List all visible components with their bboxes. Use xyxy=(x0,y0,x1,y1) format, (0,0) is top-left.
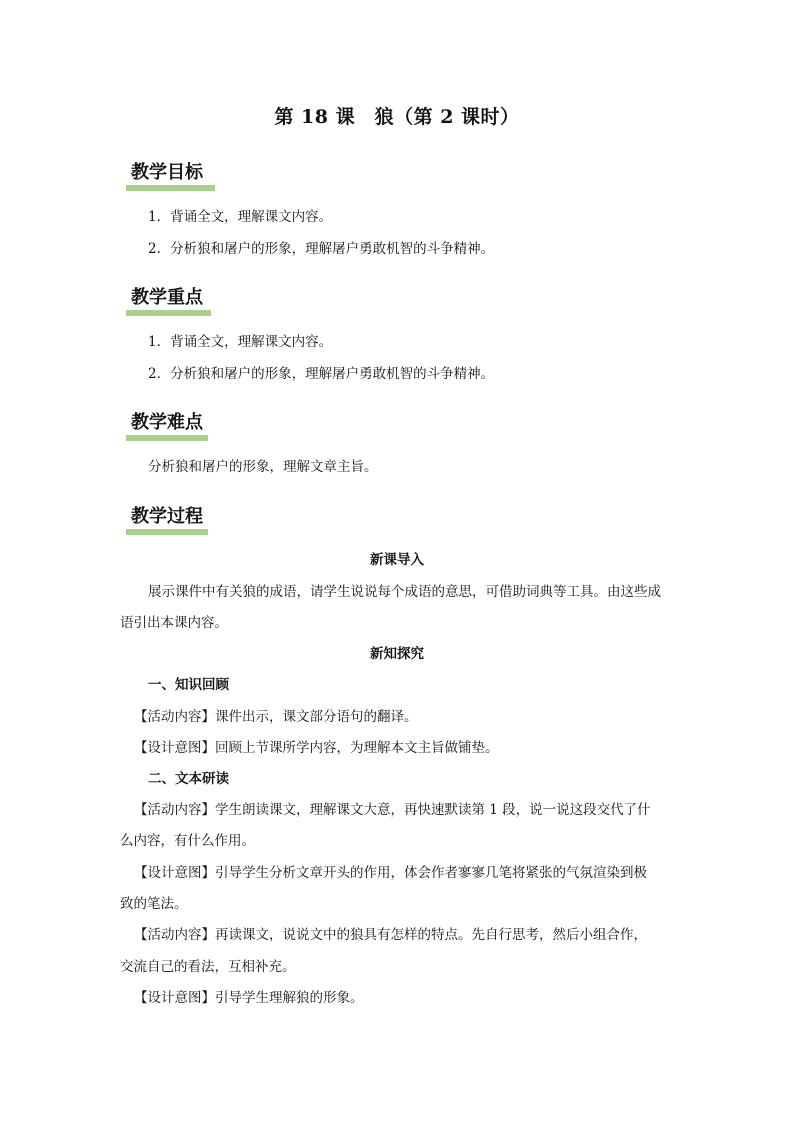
section-heading-process: 教学过程 xyxy=(126,506,208,535)
subheading-intro: 新课导入 xyxy=(370,552,424,568)
goal-item-1: 1．背诵全文，理解课文内容。 xyxy=(148,209,333,225)
part2-design1-line-1: 【设计意图】引导学生分析文章开头的作用，体会作者寥寥几笔将紧张的气氛渲染到极 xyxy=(134,865,647,881)
intro-paragraph-line-1: 展示课件中有关狼的成语，请学生说说每个成语的意思，可借助词典等工具。由这些成 xyxy=(148,584,661,600)
part2-activity1-line-2: 么内容，有什么作用。 xyxy=(120,833,255,849)
part1-title: 一、知识回顾 xyxy=(148,677,229,693)
part2-activity1-line-1: 【活动内容】学生朗读课文，理解课文大意，再快速默读第 1 段，说一说这段交代了什 xyxy=(134,802,651,818)
heading-underline xyxy=(126,529,208,535)
part2-activity2-line-1: 【活动内容】再读课文，说说文中的狼具有怎样的特点。先自行思考，然后小组合作， xyxy=(134,927,647,943)
subheading-explore: 新知探究 xyxy=(370,646,424,662)
part2-activity2-line-2: 交流自己的看法，互相补充。 xyxy=(120,959,296,975)
goal-item-2: 2．分析狼和屠户的形象，理解屠户勇敢机智的斗争精神。 xyxy=(148,241,495,257)
part1-activity: 【活动内容】课件出示，课文部分语句的翻译。 xyxy=(134,709,418,725)
page-title: 第 18 课 狼（第 2 课时） xyxy=(274,106,520,128)
section-heading-difficulties: 教学难点 xyxy=(126,412,208,441)
heading-underline xyxy=(126,435,208,441)
part1-design: 【设计意图】回顾上节课所学内容，为理解本文主旨做铺垫。 xyxy=(134,740,499,756)
part2-design2: 【设计意图】引导学生理解狼的形象。 xyxy=(134,990,364,1006)
section-heading-goals: 教学目标 xyxy=(126,162,215,191)
part2-title: 二、文本研读 xyxy=(148,771,229,787)
difficulty-text: 分析狼和屠户的形象，理解文章主旨。 xyxy=(148,459,378,475)
section-heading-key-points: 教学重点 xyxy=(126,287,211,316)
intro-paragraph-line-2: 语引出本课内容。 xyxy=(120,615,228,631)
key-point-item-2: 2．分析狼和屠户的形象，理解屠户勇敢机智的斗争精神。 xyxy=(148,366,495,382)
heading-underline xyxy=(126,310,211,316)
heading-underline xyxy=(126,185,215,191)
key-point-item-1: 1．背诵全文，理解课文内容。 xyxy=(148,334,333,350)
part2-design1-line-2: 致的笔法。 xyxy=(120,896,188,912)
